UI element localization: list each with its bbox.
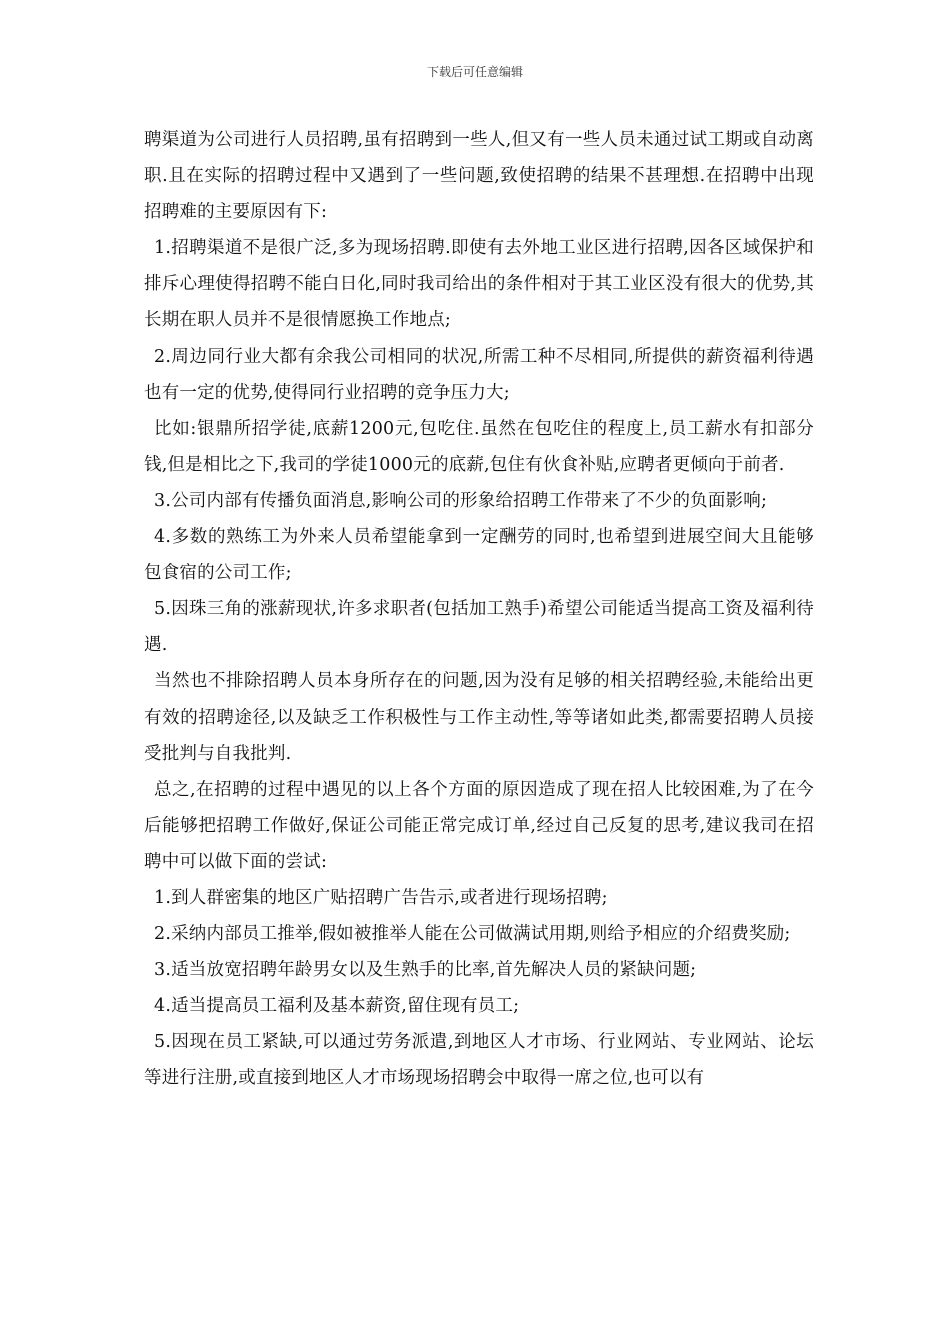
paragraph-reason-2: 2.周边同行业大都有余我公司相同的状况,所需工种不尽相同,所提供的薪资福利待遇也有一定的优势,使得同行业招聘的竞争压力大;	[144, 346, 814, 403]
paragraph-reason-1: 1.招聘渠道不是很广泛,多为现场招聘.即使有去外地工业区进行招聘,因各区域保护和排斥心理使得招聘不能白日化,同时我司给出的条件相对于其工业区没有很大的优势,其长期在职人员并不是很情愿换工作地点;	[144, 238, 814, 331]
paragraph-reason-3: 3.公司内部有传播负面消息,影响公司的形象给招聘工作带来了不少的负面影响;	[154, 490, 768, 511]
paragraph-example: 比如:银鼎所招学徒,底薪1200元,包吃住.虽然在包吃住的程度上,员工薪水有扣部分钱,但是相比之下,我司的学徒1000元的底薪,包住有伙食补贴,应聘者更倾向于前者.	[144, 418, 814, 475]
paragraph-reason-4: 4.多数的熟练工为外来人员希望能拿到一定酬劳的同时,也希望到进展空间大且能够包食宿的公司工作;	[144, 527, 814, 584]
document-body	[144, 122, 814, 1097]
paragraph-reason-5: 5.因珠三角的涨薪现状,许多求职者(包括加工熟手)希望公司能适当提高工资及福利待遇.	[144, 599, 814, 656]
paragraph-suggestion-5: 5.因现在员工紧缺,可以通过劳务派遣,到地区人才市场、行业网站、专业网站、论坛等进行注册,或直接到地区人才市场现场招聘会中取得一席之位,也可以有	[144, 1032, 814, 1089]
paragraph-self-reflection: 当然也不排除招聘人员本身所存在的问题,因为没有足够的相关招聘经验,未能给出更有效的招聘途径,以及缺乏工作积极性与工作主动性,等等诸如此类,都需要招聘人员接受批判与自我批判.	[144, 671, 814, 764]
paragraph-suggestion-3: 3.适当放宽招聘年龄男女以及生熟手的比率,首先解决人员的紧缺问题;	[154, 960, 697, 981]
paragraph-intro: 聘渠道为公司进行人员招聘,虽有招聘到一些人,但又有一些人员未通过试工期或自动离职.且在实际的招聘过程中又遇到了一些问题,致使招聘的结果不甚理想.在招聘中出现招聘难的主要原因有下:	[144, 130, 814, 223]
paragraph-summary: 总之,在招聘的过程中遇见的以上各个方面的原因造成了现在招人比较困难,为了在今后能够把招聘工作做好,保证公司能正常完成订单,经过自己反复的思考,建议我司在招聘中可以做下面的尝试:	[144, 779, 814, 872]
paragraph-suggestion-1: 1.到人群密集的地区广贴招聘广告告示,或者进行现场招聘;	[154, 887, 608, 908]
page-header: 下载后可任意编辑	[426, 65, 523, 79]
paragraph-suggestion-4: 4.适当提高员工福利及基本薪资,留住现有员工;	[154, 996, 520, 1017]
paragraph-suggestion-2: 2.采纳内部员工推举,假如被推举人能在公司做满试用期,则给予相应的介绍费奖励;	[154, 924, 791, 945]
